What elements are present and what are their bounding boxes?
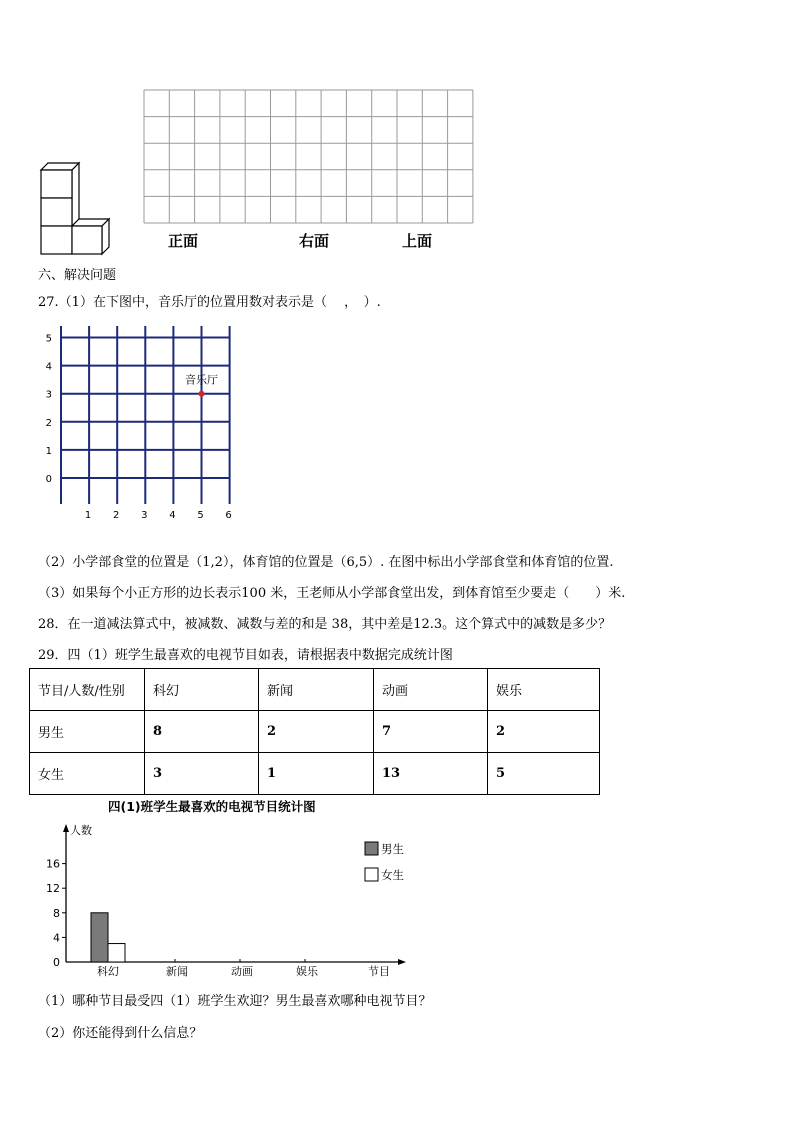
y-axis-arrow <box>63 824 69 832</box>
table-cell: 5 <box>488 753 600 795</box>
table-header-cell: 娱乐 <box>488 669 600 711</box>
y-tick-label: 4 <box>45 361 52 373</box>
table-cell: 男生 <box>30 711 145 753</box>
table-cell: 8 <box>145 711 259 753</box>
q29-part2: （2）你还能得到什么信息？ <box>38 1026 203 1041</box>
x-tick-label: 6 <box>225 510 232 521</box>
tv-preference-table <box>29 668 600 795</box>
cube-stack-figure <box>38 158 114 256</box>
q27-part3: （3）如果每个小正方形的边长表示100 米，王老师从小学部食堂出发，到体育馆至少要走（ ）米. <box>38 586 626 601</box>
table-row <box>30 711 600 753</box>
legend-label: 女生 <box>381 868 404 882</box>
y-tick-label: 12 <box>46 882 60 896</box>
table-cell: 13 <box>374 753 488 795</box>
x-tick-label: 娱乐 <box>296 965 318 978</box>
section-heading: 六、解决问题 <box>38 268 117 283</box>
y-tick-label: 1 <box>45 445 52 457</box>
x-tick-label: 科幻 <box>97 965 119 978</box>
front-view-label: 正面 <box>168 232 199 250</box>
table-header-cell: 节目/人数/性别 <box>30 669 145 711</box>
y-tick-label: 0 <box>53 956 60 969</box>
bar-chart <box>40 818 420 980</box>
table-header-cell: 科幻 <box>145 669 259 711</box>
x-tick-label: 4 <box>169 510 176 521</box>
table-header-cell: 新闻 <box>259 669 374 711</box>
q29-part1: （1）哪种节目最受四（1）班学生欢迎？男生最喜欢哪种电视节目？ <box>38 994 432 1009</box>
right-view-label: 右面 <box>299 232 330 250</box>
table-cell: 2 <box>259 711 374 753</box>
y-tick-label: 16 <box>46 857 60 871</box>
table-cell: 女生 <box>30 753 145 795</box>
x-tick-label: 5 <box>197 510 204 521</box>
table-cell: 3 <box>145 753 259 795</box>
y-tick-label: 8 <box>53 906 60 920</box>
q28-text: 28．在一道减法算式中，被减数、减数与差的和是 38，其中差是12.3。这个算式中的减数是多少？ <box>38 617 612 632</box>
q27-part2: （2）小学部食堂的位置是（1,2），体育馆的位置是（6,5）. 在图中标出小学部食堂和体育馆的位置. <box>38 555 614 570</box>
y-tick-label: 5 <box>45 333 52 345</box>
concert-hall-marker <box>199 391 205 397</box>
legend-swatch <box>365 842 378 855</box>
y-axis-label: 人数 <box>70 824 92 837</box>
x-axis-arrow <box>398 959 406 965</box>
coordinate-grid <box>40 326 250 528</box>
y-tick-label: 4 <box>53 931 60 945</box>
table-header-cell: 动画 <box>374 669 488 711</box>
x-axis-label: 节目 <box>368 965 390 978</box>
q29-text: 29．四（1）班学生最喜欢的电视节目如表，请根据表中数据完成统计图 <box>38 648 453 663</box>
table-cell: 1 <box>259 753 374 795</box>
view-drawing-grid <box>142 88 474 228</box>
chart-title: 四(1)班学生最喜欢的电视节目统计图 <box>108 799 316 814</box>
x-tick-label: 新闻 <box>166 965 188 978</box>
table-cell: 2 <box>488 711 600 753</box>
concert-hall-label: 音乐厅 <box>185 373 218 387</box>
x-tick-label: 3 <box>141 510 148 521</box>
y-tick-label: 0 <box>45 474 52 485</box>
x-tick-label: 1 <box>84 510 92 521</box>
top-view-label: 上面 <box>402 232 433 250</box>
legend-swatch <box>365 868 378 881</box>
y-tick-label: 3 <box>45 389 52 401</box>
bar-boys <box>91 913 108 962</box>
table-cell: 7 <box>374 711 488 753</box>
legend-label: 男生 <box>381 842 404 856</box>
q27-part1: 27.（1）在下图中，音乐厅的位置用数对表示是（ ， ）. <box>38 295 381 310</box>
x-tick-label: 2 <box>113 510 120 521</box>
table-row <box>30 753 600 795</box>
x-tick-label: 动画 <box>231 965 253 978</box>
bar-girls <box>108 944 125 962</box>
table-header-row <box>30 669 600 711</box>
y-tick-label: 2 <box>45 417 52 429</box>
